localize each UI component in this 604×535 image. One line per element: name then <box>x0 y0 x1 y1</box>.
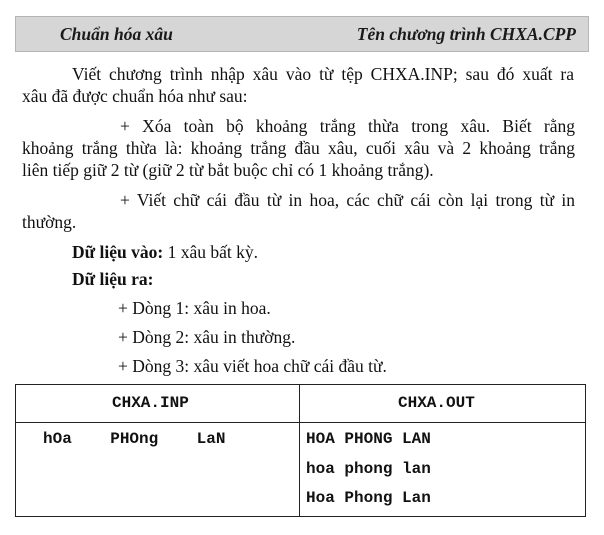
output-line-1: + Dòng 1: xâu in hoa. <box>118 298 271 318</box>
rule2-line-1: + Viết chữ cái đầu từ in hoa, các chữ cái còn lại trong từ in <box>120 190 575 210</box>
problem-title: Chuẩn hóa xâu <box>60 24 173 44</box>
output-line-3: + Dòng 3: xâu viết hoa chữ cái đầu từ. <box>118 356 387 376</box>
output-sample-line-2: hoa phong lan <box>306 460 431 478</box>
input-sample-line: hOa PHOng LaN <box>43 430 226 448</box>
input-spec <box>72 241 258 263</box>
program-name: Tên chương trình CHXA.CPP <box>356 24 576 44</box>
output-sample-line-3: Hoa Phong Lan <box>306 489 431 507</box>
input-file-header: CHXA.INP <box>112 394 189 412</box>
intro-line-1: Viết chương trình nhập xâu vào từ tệp CHXA.INP; sau đó xuất ra <box>72 64 574 84</box>
table-divider-vertical <box>299 385 300 516</box>
output-sample-line-1: HOA PHONG LAN <box>306 430 431 448</box>
input-spec-label: Dữ liệu vào: <box>72 242 164 262</box>
intro-line-2: xâu đã được chuẩn hóa như sau: <box>22 86 248 106</box>
input-spec-text: 1 xâu bất kỳ. <box>163 242 258 262</box>
rule2-line-2: thường. <box>22 212 77 232</box>
table-divider-horizontal <box>16 422 585 423</box>
output-file-header: CHXA.OUT <box>398 394 475 412</box>
rule1-line-2: khoảng trắng thừa là: khoảng trắng đầu xâu, cuối xâu và 2 khoảng trắng <box>22 138 575 158</box>
rule1-line-3: liên tiếp giữ 2 từ (giữ 2 từ bắt buộc chỉ có 1 khoảng trắng). <box>22 160 434 180</box>
rule1-line-1: + Xóa toàn bộ khoảng trắng thừa trong xâu. Biết rằng <box>120 116 575 136</box>
example-table <box>15 384 586 517</box>
problem-header <box>15 16 589 52</box>
output-spec-label: Dữ liệu ra: <box>72 269 154 289</box>
output-line-2: + Dòng 2: xâu in thường. <box>118 327 296 347</box>
